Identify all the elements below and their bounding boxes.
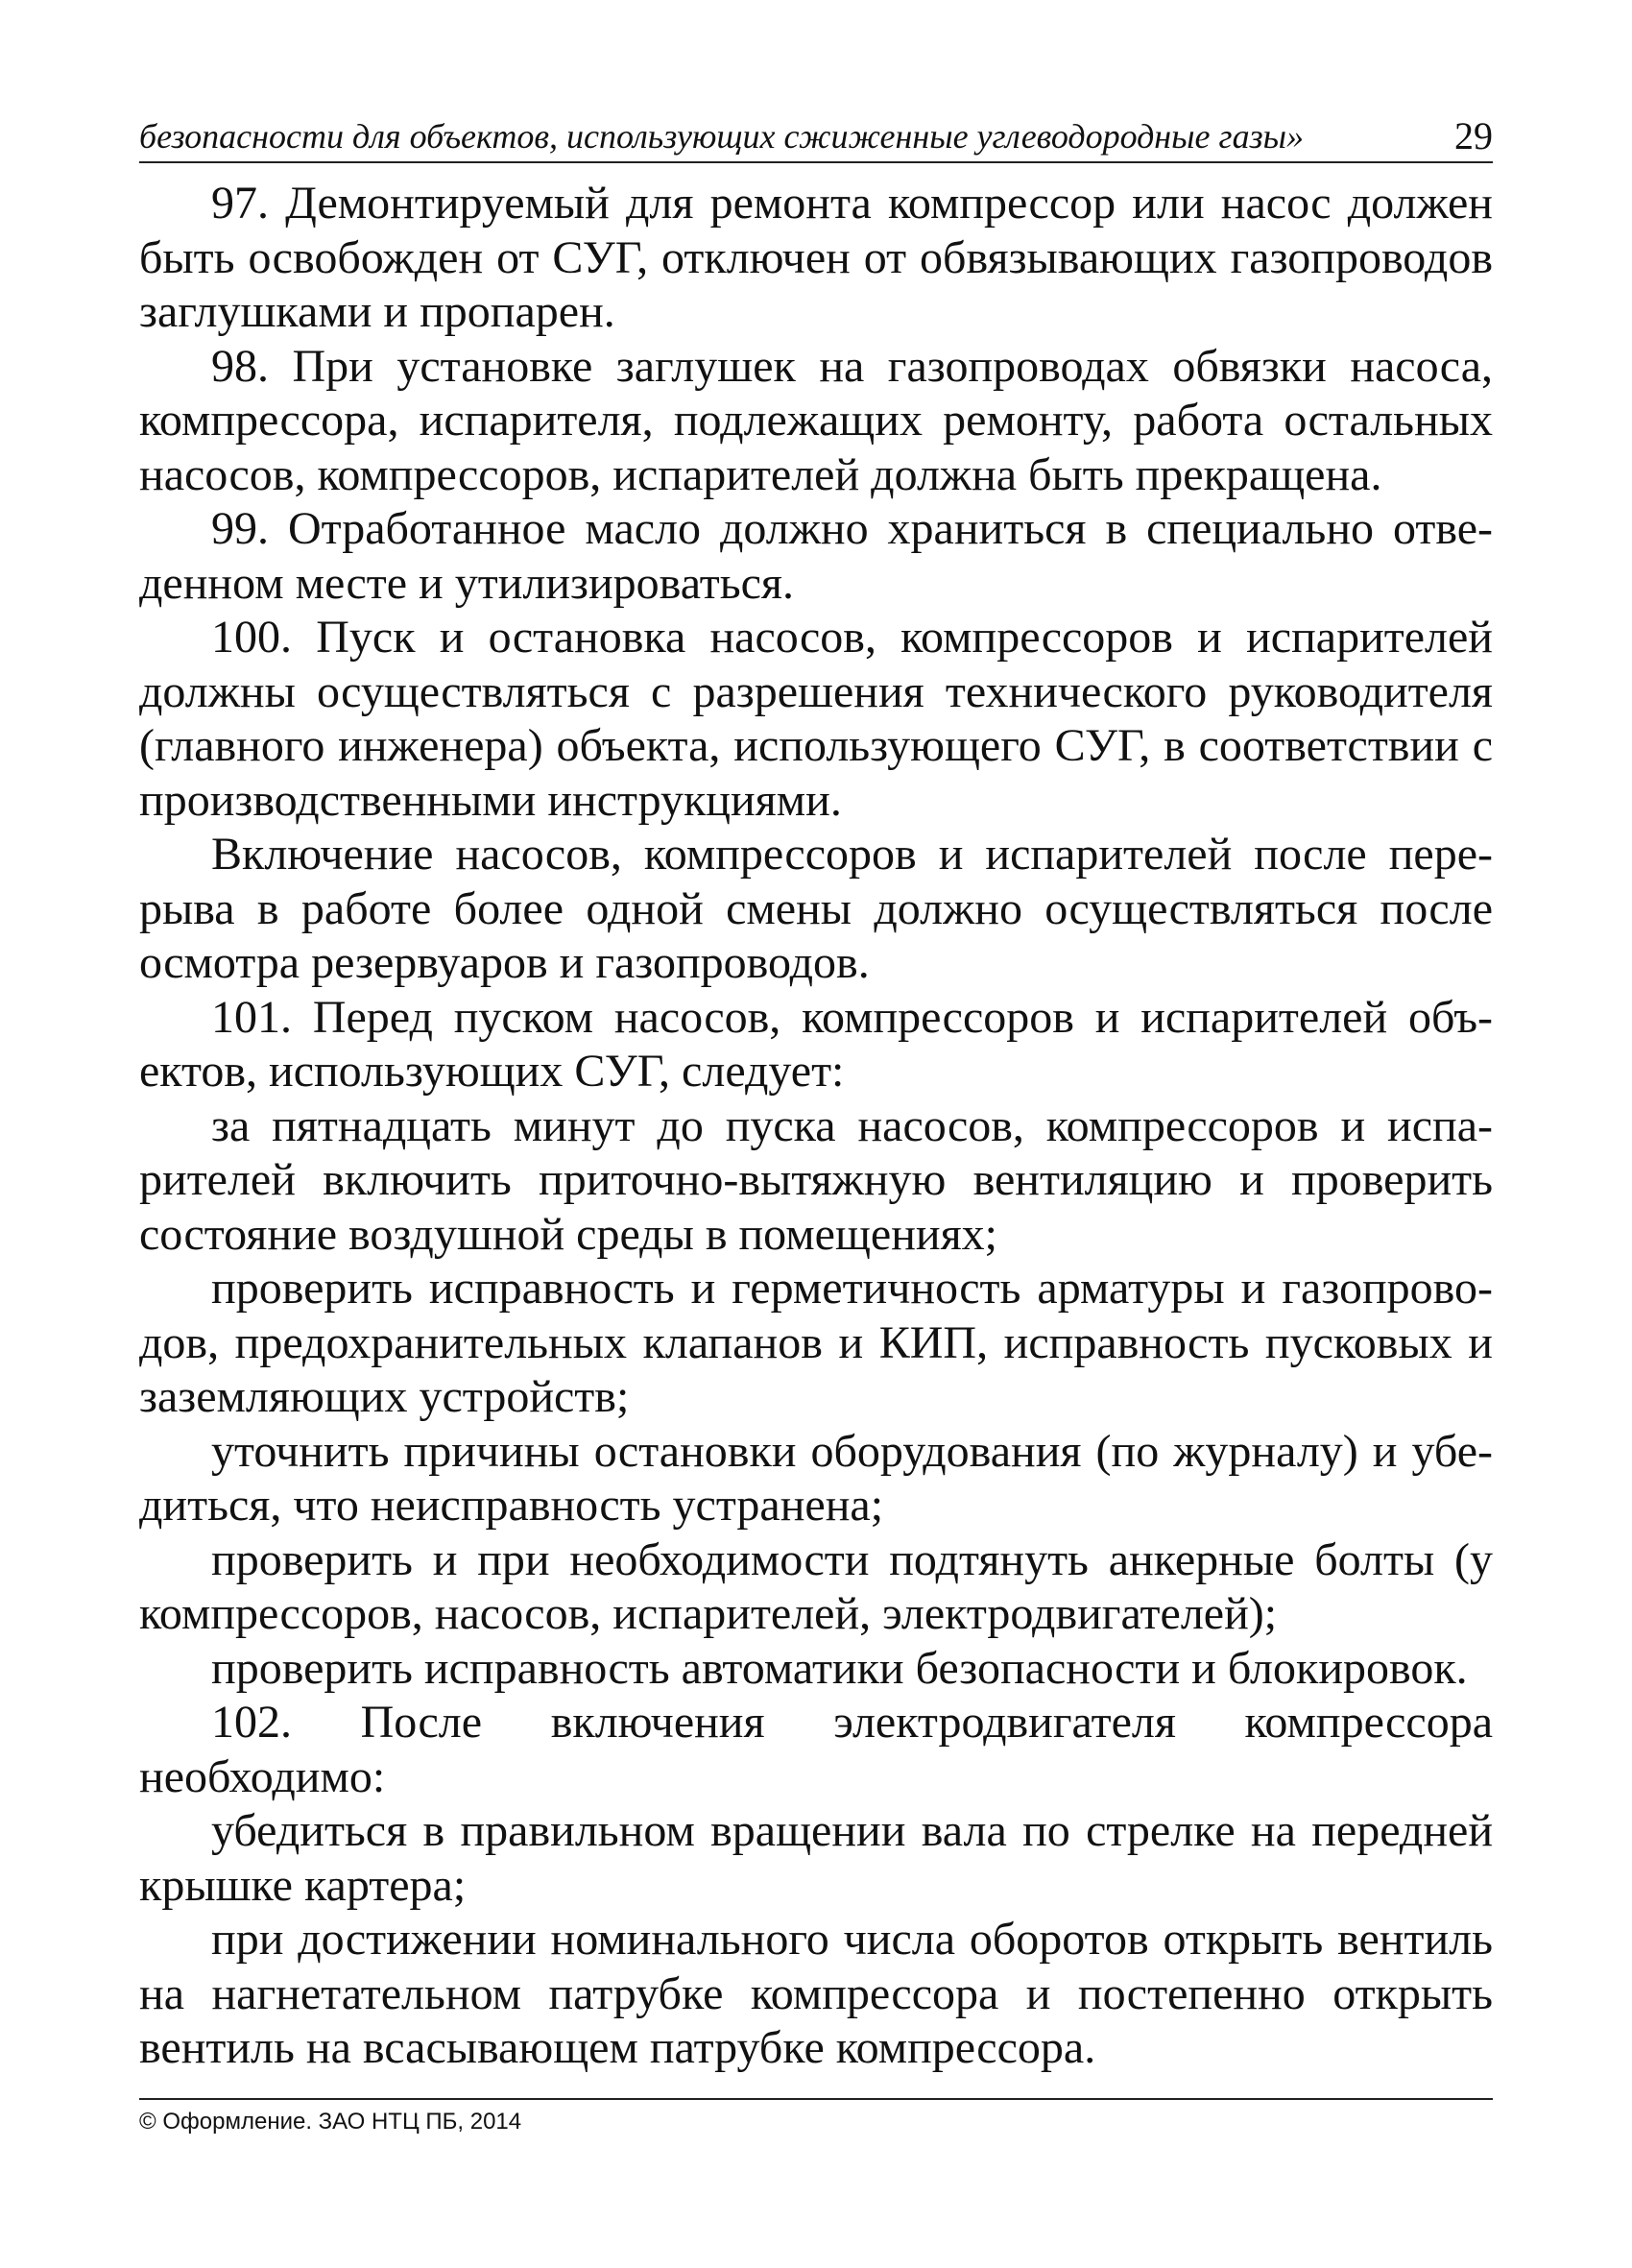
list-item-automation-check: проверить исправность автоматики безопасности и блокировок.: [211, 1642, 1468, 1694]
list-item-anchor-bolts: проверить и при необходимости подтянуть анкерные болты (у компрессоров, насосов, испарителей, электродвигателей);: [139, 1533, 1493, 1639]
list-item-stop-reasons: уточнить причины остановки оборудования (по журналу) и убедиться, что неисправность устранена;: [139, 1425, 1493, 1531]
paragraph-100: 100. Пуск и остановка насосов, компрессоров и испарителей должны осуществляться с разрешения технического руководителя (главного инженера) объекта, использующего СУГ, в соответствии с производственными инструкциями.: [139, 612, 1493, 826]
page-number: 29: [1454, 114, 1493, 157]
header-title: безопасности для объектов, использующих сжиженные углеводородные газы»: [139, 117, 1304, 156]
body-text: [139, 177, 1493, 2076]
paragraph-97: 97. Демонтируемый для ремонта компрессор или насос должен быть освобожден от СУГ, отключен от обвязывающих газопроводов заглушками и пропарен.: [139, 178, 1493, 337]
paragraph-101: 101. Перед пуском насосов, компрессоров и испарителей объектов, использующих СУГ, следует:: [139, 991, 1493, 1097]
page-footer: [139, 2098, 1493, 2136]
list-item-fittings-check: проверить исправность и герметичность арматуры и газопроводов, предохранительных клапанов и КИП, исправность пусковых и заземляющих устройств;: [139, 1263, 1493, 1422]
running-header: [139, 115, 1493, 163]
list-item-shaft-rotation: убедиться в правильном вращении вала по стрелке на передней крышке картера;: [139, 1805, 1493, 1911]
paragraph-98: 98. При установке заглушек на газопроводах обвязки насоса, компрессора, испарителя, подлежащих ремонту, работа остальных насосов, компрессоров, испарителей должна быть прекращена.: [139, 340, 1493, 500]
list-item-ventilation: за пятнадцать минут до пуска насосов, компрессоров и испарителей включить приточно-вытяжную вентиляцию и проверить состояние воздушной среды в помещениях;: [139, 1099, 1493, 1260]
copyright-notice: © Оформление. ЗАО НТЦ ПБ, 2014: [139, 2109, 522, 2135]
document-page: [139, 115, 1493, 2076]
paragraph-99: 99. Отработанное масло должно храниться в специально отведенном месте и утилизироваться.: [139, 503, 1493, 609]
paragraph-100-continuation: Включение насосов, компрессоров и испарителей после перерыва в работе более одной смены должно осуществляться после осмотра резервуаров и газопроводов.: [139, 829, 1493, 988]
list-item-open-valves: при достижении номинального числа оборотов открыть вентиль на нагнетательном патрубке компрессора и постепенно открыть вентиль на всасывающем патрубке компрессора.: [139, 1914, 1493, 2073]
paragraph-102: 102. После включения электродвигателя компрессора необходимо:: [139, 1697, 1493, 1802]
